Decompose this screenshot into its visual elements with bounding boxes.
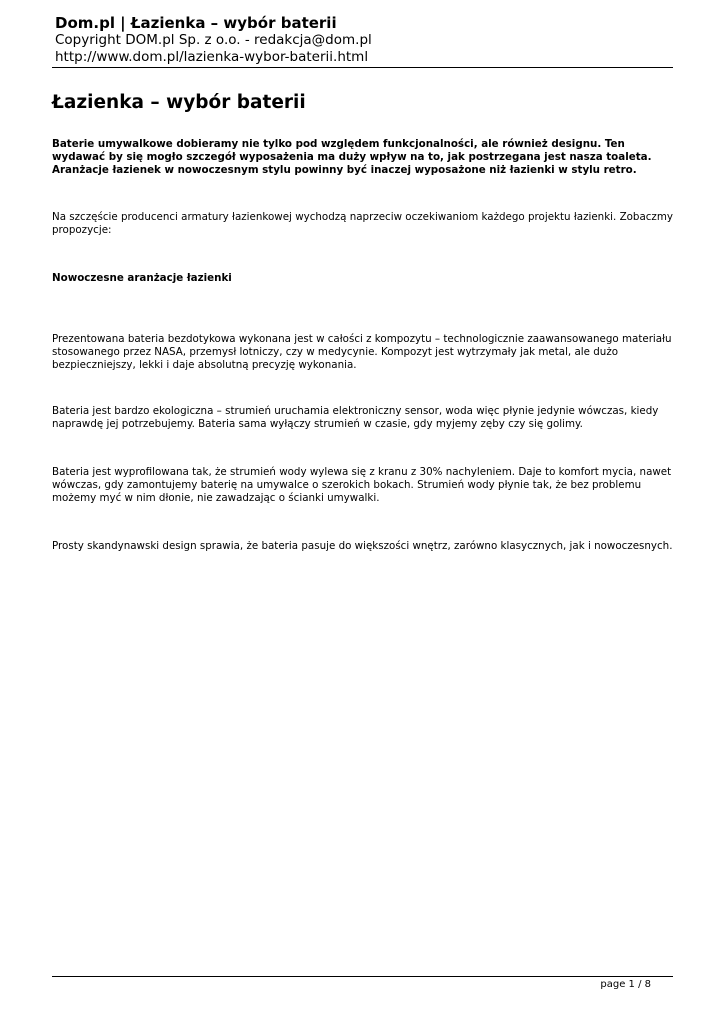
article-paragraph: Prezentowana bateria bezdotykowa wykonana jest w całości z kompozytu – technologicznie zaawansowanego materiału stosowanego przez NASA, przemysł lotniczy, czy w medycynie. Kompozyt jest wytrzymały jak metal, ale dużo bezpieczniejszy, lekki i daje absolutną precyzję wykonania. bbox=[52, 333, 672, 371]
article-paragraph: Bateria jest wyprofilowana tak, że strumień wody wylewa się z kranu z 30% nachyleniem. Daje to komfort mycia, nawet wówczas, gdy zamontujemy baterię na umywalce o szerokich bokach. Strumień wody płynie tak, że bez problemu możemy myć w nim dłonie, nie zawadzając o ścianki umywalki. bbox=[52, 466, 672, 504]
article-paragraph: Bateria jest bardzo ekologiczna – strumień uruchamia elektroniczny sensor, woda więc płynie jedynie wówczas, kiedy naprawdę jej potrzebujemy. Bateria sama wyłączy strumień w czasie, gdy myjemy zęby czy się golimy. bbox=[52, 405, 659, 430]
page-number: page 1 / 8 bbox=[600, 979, 651, 990]
article-lead: Baterie umywalkowe dobieramy nie tylko pod względem funkcjonalności, ale również designu. Ten wydawać by się mogło szczegół wyposażenia ma duży wpływ na to, jak postrzegana jest nasza toaleta. Aranżacje łazienek w nowoczesnym stylu powinny być inaczej wyposażone niż łazienki w stylu retro. bbox=[52, 138, 652, 176]
header-title: Dom.pl | Łazienka – wybór baterii bbox=[55, 14, 337, 32]
header-copyright: Copyright DOM.pl Sp. z o.o. - redakcja@dom.pl bbox=[55, 32, 372, 48]
footer-divider bbox=[52, 976, 673, 977]
article-paragraph: Prosty skandynawski design sprawia, że bateria pasuje do większości wnętrz, zarówno klasycznych, jak i nowoczesnych. bbox=[52, 540, 673, 552]
document-header bbox=[55, 14, 675, 66]
header-url: http://www.dom.pl/lazienka-wybor-baterii.html bbox=[55, 49, 369, 65]
article-title: Łazienka – wybór baterii bbox=[52, 92, 306, 113]
header-divider bbox=[52, 67, 673, 68]
article-intro: Na szczęście producenci armatury łazienkowej wychodzą naprzeciw oczekiwaniom każdego projektu łazienki. Zobaczmy propozycje: bbox=[52, 211, 673, 236]
section-heading: Nowoczesne aranżacje łazienki bbox=[52, 272, 232, 284]
